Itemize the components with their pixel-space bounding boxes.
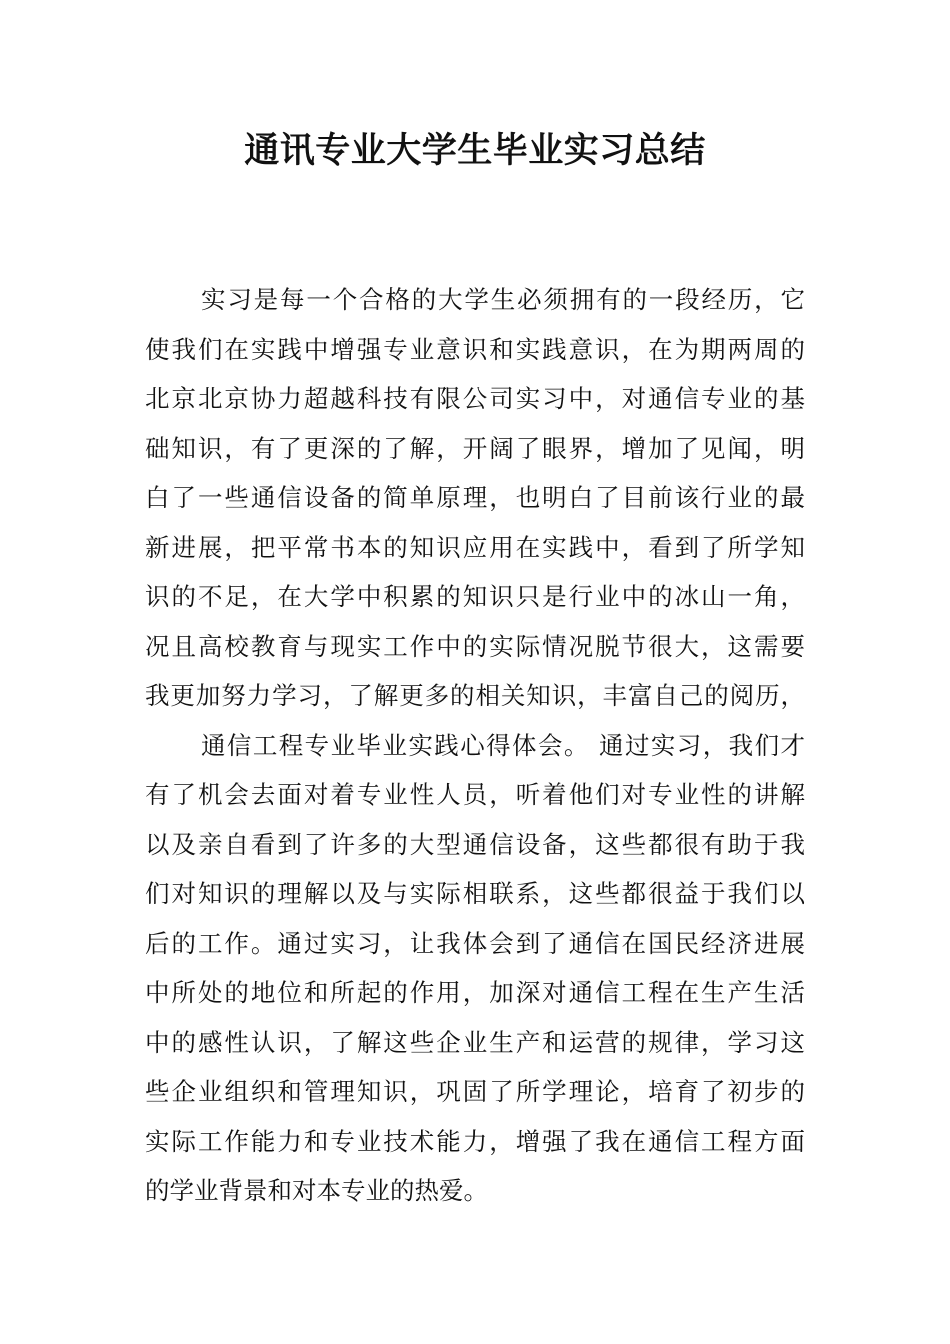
paragraph-1-line-6: 新进展，把平常书本的知识应用在实践中，看到了所学知 bbox=[145, 532, 805, 562]
paragraph-2-line-6: 中所处的地位和所起的作用，加深对通信工程在生产生活 bbox=[145, 978, 805, 1007]
paragraph-2-line-9: 实际工作能力和专业技术能力，增强了我在通信工程方面 bbox=[145, 1126, 805, 1156]
paragraph-1-line-1: 实习是每一个合格的大学生必须拥有的一段经历，它 bbox=[201, 285, 805, 314]
document-body bbox=[145, 275, 805, 1216]
paragraph-1-line-2: 使我们在实践中增强专业意识和实践意识，在为期两周的 bbox=[145, 334, 805, 364]
paragraph-1-line-5: 白了一些通信设备的简单原理，也明白了目前该行业的最 bbox=[145, 483, 805, 512]
paragraph-2-line-4: 们对知识的理解以及与实际相联系，这些都很益于我们以 bbox=[145, 879, 805, 908]
paragraph-2-line-5: 后的工作。通过实习，让我体会到了通信在国民经济进展 bbox=[145, 928, 805, 958]
paragraph-1-line-7: 识的不足，在大学中积累的知识只是行业中的冰山一角， bbox=[145, 582, 805, 611]
paragraph-1-line-9: 我更加努力学习，了解更多的相关知识，丰富自己的阅历， bbox=[145, 681, 805, 710]
paragraph-2-line-10: 的学业背景和对本专业的热爱。 bbox=[145, 1176, 488, 1205]
document-title: 通讯专业大学生毕业实习总结 bbox=[244, 131, 706, 171]
paragraph-2-line-3: 以及亲自看到了许多的大型通信设备，这些都很有助于我 bbox=[145, 829, 805, 859]
paragraph-1-line-4: 础知识，有了更深的了解，开阔了眼界，增加了见闻，明 bbox=[145, 433, 805, 463]
paragraph-2-line-1: 通信工程专业毕业实践心得体会。 通过实习，我们才 bbox=[201, 730, 805, 760]
paragraph-1-line-3: 北京北京协力超越科技有限公司实习中，对通信专业的基 bbox=[145, 384, 805, 413]
paragraph-2-line-8: 些企业组织和管理知识，巩固了所学理论，培育了初步的 bbox=[145, 1077, 805, 1106]
paragraph-2-line-2: 有了机会去面对着专业性人员，听着他们对专业性的讲解 bbox=[145, 780, 805, 809]
paragraph-2-line-7: 中的感性认识，了解这些企业生产和运营的规律，学习这 bbox=[145, 1027, 805, 1057]
paragraph-1-line-8: 况且高校教育与现实工作中的实际情况脱节很大，这需要 bbox=[145, 631, 805, 661]
